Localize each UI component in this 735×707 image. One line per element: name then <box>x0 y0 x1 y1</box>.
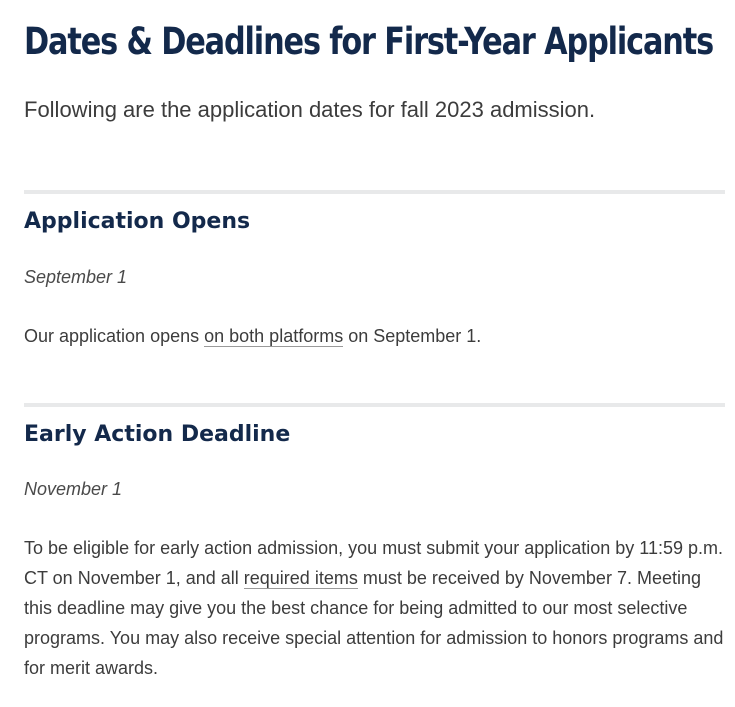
page-title: Dates & Deadlines for First-Year Applicants <box>24 20 714 63</box>
body-text: To be eligible for early action admission, you must submit your application by 11:59 p.m. CT on November 1, and all <box>24 538 724 588</box>
section-heading: Early Action Deadline <box>24 422 291 447</box>
body-text: must be received by November 7. Meeting this deadline may give you the best chance for being admitted to our most selective programs. You may also receive special attention for admission to honors programs and for merit awards. <box>24 568 724 678</box>
section-body <box>24 321 725 351</box>
section-date: September 1 <box>24 267 128 287</box>
body-text: Our application opens <box>24 326 205 346</box>
on-both-platforms-link[interactable]: on both platforms <box>204 326 344 346</box>
intro-text: Following are the application dates for fall 2023 admission. <box>24 97 596 122</box>
section-heading: Application Opens <box>24 209 251 234</box>
section-divider <box>24 403 725 407</box>
section-body <box>24 533 725 683</box>
section-application-opens <box>24 190 725 346</box>
section-date: November 1 <box>24 479 123 499</box>
section-early-action-deadline <box>24 403 725 678</box>
section-divider <box>24 190 725 194</box>
body-text: on September 1. <box>343 326 482 346</box>
required-items-link[interactable]: required items <box>243 568 358 588</box>
